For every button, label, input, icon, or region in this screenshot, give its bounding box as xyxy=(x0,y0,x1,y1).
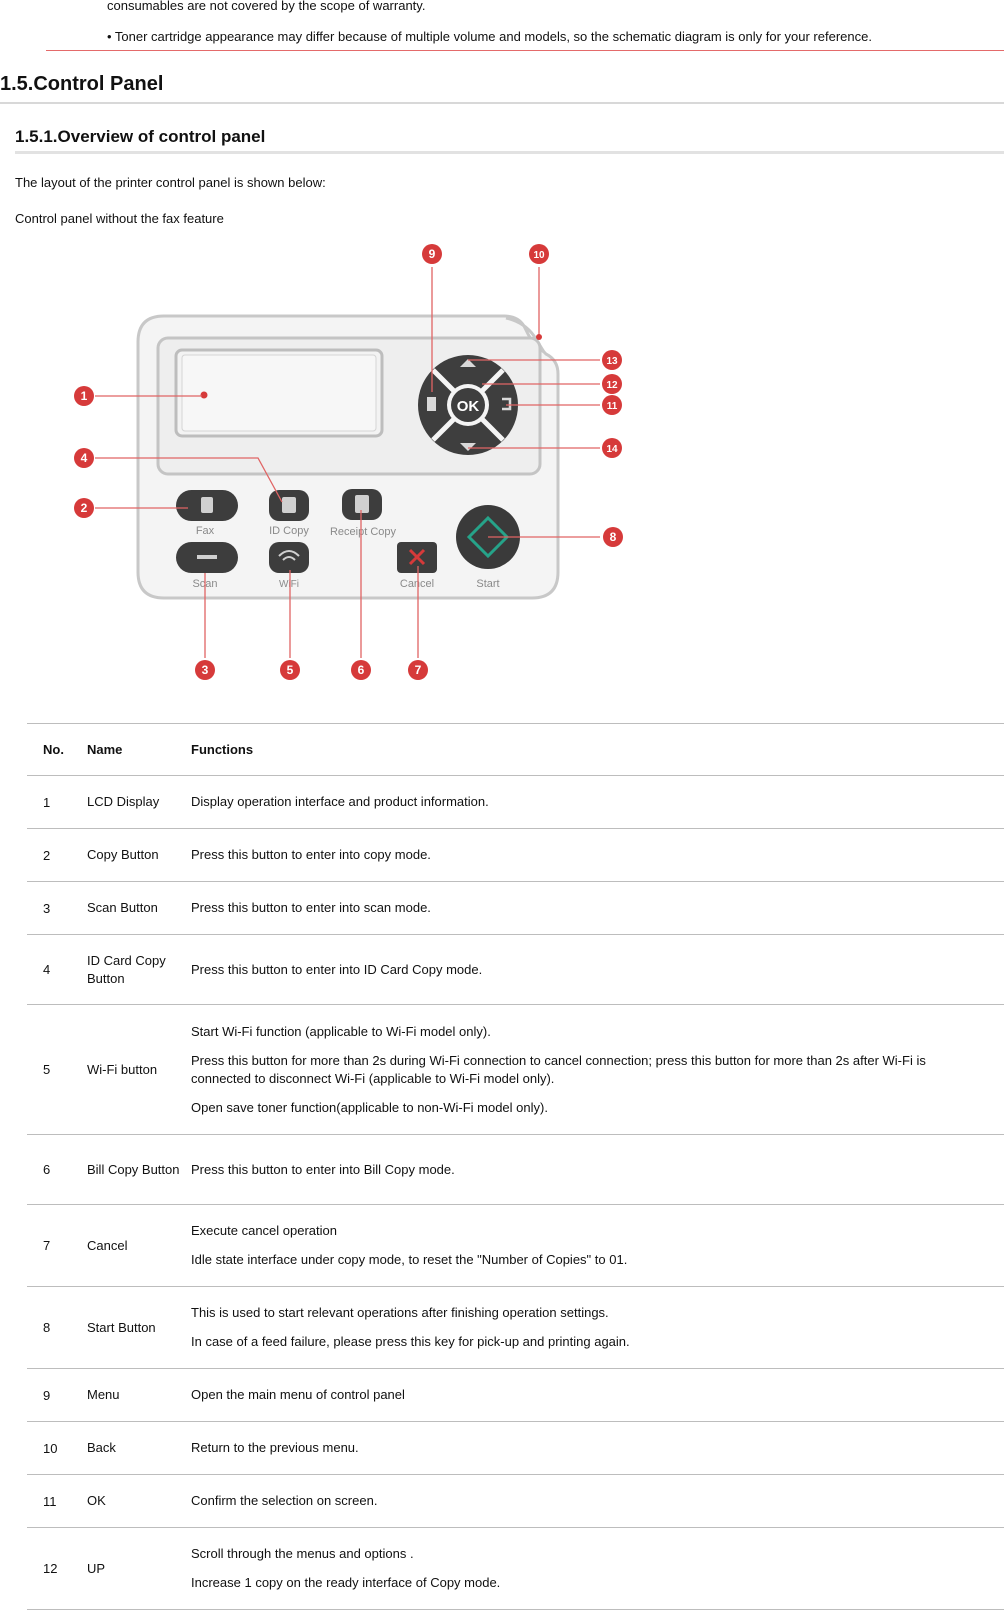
table-row xyxy=(27,1528,1004,1610)
table-row xyxy=(27,829,1004,882)
function-line: Display operation interface and product information. xyxy=(191,794,489,809)
table-row xyxy=(27,776,1004,829)
table-row xyxy=(27,1205,1004,1287)
function-line: Press this button for more than 2s during Wi-Fi connection to cancel connection; press this button for more than 2s after Wi-Fi is connected to disconnect Wi-Fi (applicable to Wi-Fi model only). xyxy=(191,1052,926,1086)
id-copy-label: ID Copy xyxy=(269,525,309,537)
table-row xyxy=(27,1287,1004,1369)
callout-number-7: 7 xyxy=(414,663,422,677)
table-row xyxy=(27,1475,1004,1528)
note-divider xyxy=(46,50,1004,51)
section-heading-rule xyxy=(0,102,1004,104)
table-row xyxy=(27,1135,1004,1205)
subsection-heading: 1.5.1.Overview of control panel xyxy=(15,127,266,146)
receipt-copy-icon xyxy=(355,495,369,513)
row-number: 4 xyxy=(27,935,87,1005)
row-functions xyxy=(191,1005,1004,1135)
receipt-copy-label: Receipt Copy xyxy=(329,526,397,538)
row-functions xyxy=(191,776,1004,829)
row-name: Back xyxy=(87,1422,191,1475)
callout-number-1: 1 xyxy=(80,389,88,403)
callout-number-10: 10 xyxy=(533,250,545,261)
row-name: LCD Display xyxy=(87,776,191,829)
function-table xyxy=(27,723,1004,1610)
function-line: Press this button to enter into ID Card Copy mode. xyxy=(191,961,483,977)
function-line: Press this button to enter into copy mode. xyxy=(191,847,431,862)
warranty-note: consumables are not covered by the scope of warranty. xyxy=(107,0,426,13)
table-row xyxy=(27,1422,1004,1475)
scan-label: Scan xyxy=(192,578,218,590)
control-panel-diagram xyxy=(72,242,642,702)
navigation-ring xyxy=(418,355,518,455)
row-number: 2 xyxy=(27,829,87,882)
callout-number-14: 14 xyxy=(606,444,618,455)
column-header-name: Name xyxy=(87,724,191,776)
row-number: 3 xyxy=(27,882,87,935)
row-number: 7 xyxy=(27,1205,87,1287)
row-name: Bill Copy Button xyxy=(87,1135,191,1205)
row-functions xyxy=(191,935,1004,1005)
row-name: Scan Button xyxy=(87,882,191,935)
row-name: Wi-Fi button xyxy=(87,1005,191,1135)
column-header-functions: Functions xyxy=(191,724,1004,776)
wifi-label: WiFi xyxy=(279,579,299,590)
callout-number-4: 4 xyxy=(80,451,88,465)
subsection-heading-rule xyxy=(15,151,1004,154)
row-number: 8 xyxy=(27,1287,87,1369)
row-number: 12 xyxy=(27,1528,87,1610)
diagram-caption: Control panel without the fax feature xyxy=(15,211,224,226)
function-line: Increase 1 copy on the ready interface of Copy mode. xyxy=(191,1575,501,1590)
function-line: This is used to start relevant operations after finishing operation settings. xyxy=(191,1305,609,1320)
function-line: Open the main menu of control panel xyxy=(191,1387,405,1402)
fax-icon xyxy=(201,497,213,513)
callout-number-2: 2 xyxy=(80,501,88,515)
row-number: 10 xyxy=(27,1422,87,1475)
function-line: Execute cancel operation xyxy=(191,1223,337,1238)
callout-number-12: 12 xyxy=(606,380,618,391)
row-name: OK xyxy=(87,1475,191,1528)
cancel-label: Cancel xyxy=(399,578,435,590)
menu-icon xyxy=(427,397,436,411)
row-name: ID Card Copy Button xyxy=(87,935,191,1005)
callout-number-9: 9 xyxy=(428,247,436,261)
intro-text: The layout of the printer control panel is shown below: xyxy=(15,175,326,190)
row-name: Start Button xyxy=(87,1287,191,1369)
scan-icon xyxy=(197,555,217,559)
function-line: Open save toner function(applicable to non-Wi-Fi model only). xyxy=(191,1099,548,1115)
column-header-no: No. xyxy=(27,724,87,776)
row-number: 5 xyxy=(27,1005,87,1135)
function-line: Return to the previous menu. xyxy=(191,1440,359,1455)
row-functions xyxy=(191,1422,1004,1475)
row-name: UP xyxy=(87,1528,191,1610)
function-line: Press this button to enter into scan mode. xyxy=(191,900,431,915)
table-row xyxy=(27,1005,1004,1135)
ok-key-label: OK xyxy=(456,398,480,415)
section-heading: 1.5.Control Panel xyxy=(0,73,164,95)
function-line: Idle state interface under copy mode, to reset the "Number of Copies" to 01. xyxy=(191,1252,628,1267)
callout-number-8: 8 xyxy=(609,530,617,544)
function-line: Confirm the selection on screen. xyxy=(191,1493,378,1508)
row-number: 1 xyxy=(27,776,87,829)
row-functions xyxy=(191,1287,1004,1369)
table-row xyxy=(27,1369,1004,1422)
id-copy-icon xyxy=(282,497,296,513)
function-line: Scroll through the menus and options . xyxy=(191,1546,414,1561)
start-label: Start xyxy=(476,578,500,590)
row-functions xyxy=(191,1135,1004,1205)
lcd-display-marker xyxy=(201,392,208,399)
table-row xyxy=(27,935,1004,1005)
function-line: In case of a feed failure, please press this key for pick-up and printing again. xyxy=(191,1334,630,1349)
table-row xyxy=(27,882,1004,935)
callout-number-11: 11 xyxy=(606,401,618,412)
row-functions xyxy=(191,882,1004,935)
row-number: 11 xyxy=(27,1475,87,1528)
callout-number-6: 6 xyxy=(357,663,365,677)
callout-number-13: 13 xyxy=(606,356,618,367)
callout-number-3: 3 xyxy=(201,663,209,677)
row-name: Copy Button xyxy=(87,829,191,882)
table-header-row xyxy=(27,724,1004,776)
row-functions xyxy=(191,1475,1004,1528)
callout-number-5: 5 xyxy=(286,663,294,677)
toner-appearance-note: • Toner cartridge appearance may differ because of multiple volume and models, so the schematic diagram is only for your reference. xyxy=(107,29,872,44)
row-number: 6 xyxy=(27,1135,87,1205)
row-number: 9 xyxy=(27,1369,87,1422)
function-line: Start Wi-Fi function (applicable to Wi-Fi model only). xyxy=(191,1023,491,1039)
row-name: Cancel xyxy=(87,1205,191,1287)
row-name: Menu xyxy=(87,1369,191,1422)
row-functions xyxy=(191,1205,1004,1287)
fax-label: Fax xyxy=(195,525,215,537)
row-functions xyxy=(191,1369,1004,1422)
function-line: Press this button to enter into Bill Copy mode. xyxy=(191,1161,455,1177)
row-functions xyxy=(191,1528,1004,1610)
row-functions xyxy=(191,829,1004,882)
